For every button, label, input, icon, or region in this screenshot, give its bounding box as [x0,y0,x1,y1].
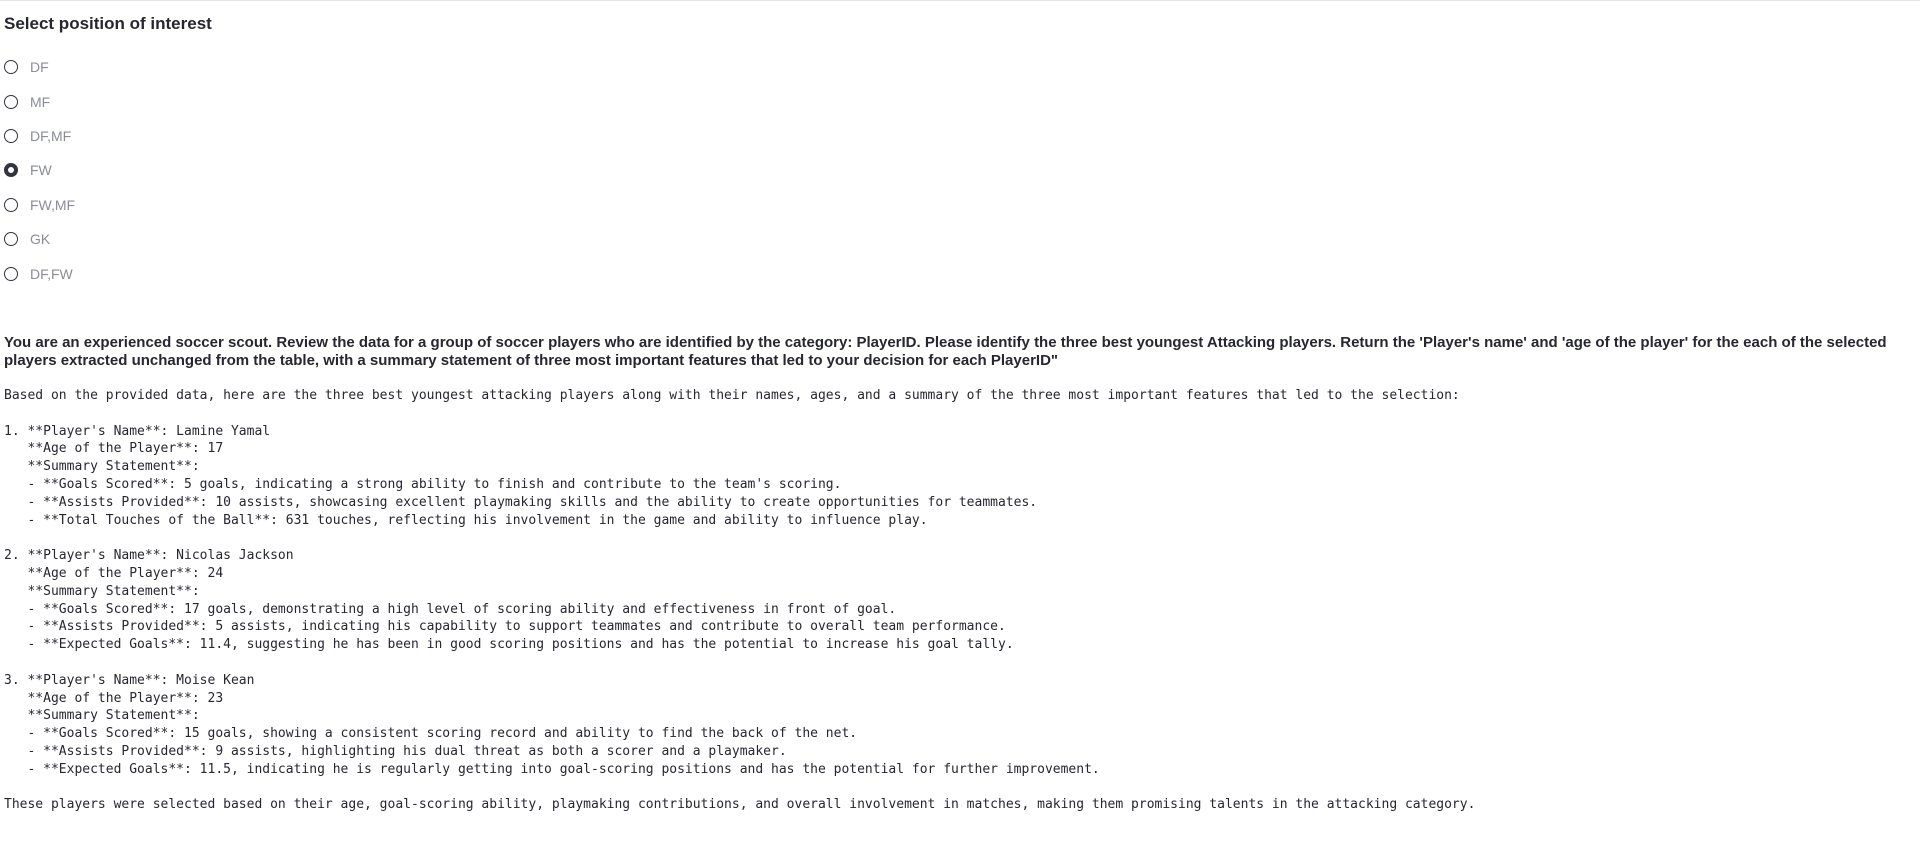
radio-option-label: MF [30,93,51,110]
radio-option-df[interactable] [4,50,75,84]
radio-option-fw[interactable] [4,153,75,187]
radio-option-label: GK [30,231,51,248]
position-radio-group [4,50,75,291]
radio-button-icon[interactable] [4,163,18,177]
radio-option-mf[interactable] [4,84,75,118]
radio-button-icon[interactable] [4,232,18,246]
response-text: Based on the provided data, here are the three best youngest attacking players along with their names, ages, and a summary of the three most important features that led to the selection: 1. **Player's Name**: Lamine Yamal **Age of the Player**: 17 **Summary Statement**: - **Goals Scored**: 5 goals, indicating a strong ability to finish and contribute to the team's scoring. - **Assists Provided**: 10 assists, showcasing excellent playmaking skills and the ability to create opportunities for teammates. - **Total Touches of the Ball**: 631 touches, reflecting his involvement in the game and ability to influence play. 2. **Player's Name**: Nicolas Jackson **Age of the Player**: 24 **Summary Statement**: - **Goals Scored**: 17 goals, demonstrating a high level of scoring ability and effectiveness in front of goal. - **Assists Provided**: 5 assists, indicating his capability to support teammates and contribute to overall team performance. - **Expected Goals**: 11.4, suggesting he has been in good scoring positions and has the potential to increase his goal tally. 3. **Player's Name**: Moise Kean **Age of the Player**: 23 **Summary Statement**: - **Goals Scored**: 15 goals, showing a consistent scoring record and ability to find the back of the net. - **Assists Provided**: 9 assists, highlighting his dual threat as both a scorer and a playmaker. - **Expected Goals**: 11.5, indicating he is regularly getting into goal-scoring positions and has the potential for further improvement. These players were selected based on their age, goal-scoring ability, playmaking contributions, and overall involvement in matches, making them promising talents in the attacking category. [4,388,1476,813]
radio-option-label: DF,MF [30,127,72,144]
radio-button-icon[interactable] [4,129,18,143]
radio-option-label: DF [30,59,49,76]
radio-option-df-mf[interactable] [4,119,75,153]
radio-button-icon[interactable] [4,60,18,74]
radio-option-label: FW,MF [30,196,76,213]
radio-option-label: DF,FW [30,265,73,282]
radio-button-icon[interactable] [4,267,18,281]
radio-option-df-fw[interactable] [4,256,75,290]
radio-option-gk[interactable] [4,222,75,256]
radio-button-icon[interactable] [4,198,18,212]
radio-option-label: FW [30,162,52,179]
radio-option-fw-mf[interactable] [4,188,75,222]
top-divider [0,0,1920,1]
scout-prompt-text: You are an experienced soccer scout. Review the data for a group of soccer players who are identified by the category: PlayerID. Please identify the three best youngest Attacking players. Return the 'Player's name' and 'age of the player' for the each of the selected players extracted unchanged from the table, with a summary statement of three most important features that led to your decision for each PlayerID" [4,334,1887,369]
radio-button-icon[interactable] [4,95,18,109]
position-radio-title: Select position of interest [4,14,212,33]
